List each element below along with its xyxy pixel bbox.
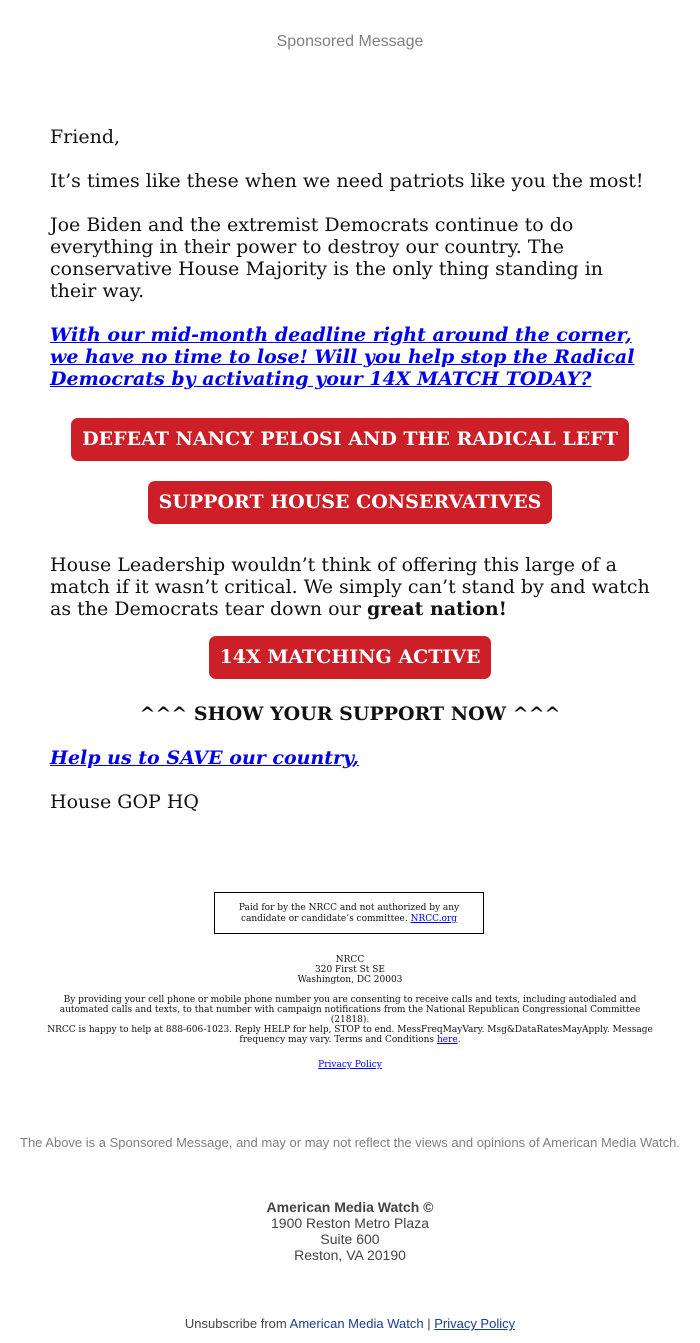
- matching-active-button[interactable]: 14X MATCHING ACTIVE: [209, 636, 492, 679]
- signoff: House GOP HQ: [50, 791, 200, 813]
- save-country-link[interactable]: Help us to SAVE our country,: [50, 747, 359, 769]
- nrcc-privacy-link[interactable]: Privacy Policy: [318, 1060, 382, 1070]
- paragraph-patriots: It’s times like these when we need patriots like you the most!: [50, 170, 644, 192]
- nrcc-address: [0, 955, 700, 985]
- help-text: NRCC is happy to help at 888-606-1023. Reply HELP for help, STOP to end. MessFreqMayVary. Msg&DataRatesMayApply. Message frequency may vary. Terms and Conditions: [47, 1025, 653, 1045]
- paragraph-leadership-text: House Leadership wouldn’t think of offering this large of a match if it wasn’t critical. We simply can’t stand by and watch as the Democrats tear down our: [50, 554, 650, 620]
- publisher-privacy-link[interactable]: Privacy Policy: [434, 1316, 516, 1331]
- support-conservatives-button[interactable]: SUPPORT HOUSE CONSERVATIVES: [148, 481, 553, 524]
- nrcc-name: NRCC: [335, 955, 365, 965]
- sponsored-disclaimer: The Above is a Sponsored Message, and may or may not reflect the views and opinions of American Media Watch.: [20, 1135, 680, 1150]
- unsubscribe-publisher-name[interactable]: American Media Watch: [289, 1316, 424, 1331]
- paid-for-text: Paid for by the NRCC and not authorized by any candidate or candidate’s committee.: [238, 903, 460, 924]
- publisher-name: American Media Watch ©: [266, 1199, 434, 1215]
- nrcc-city: Washington, DC 20003: [297, 975, 403, 985]
- nrcc-street: 320 First St SE: [315, 965, 385, 975]
- paid-for-disclaimer: [214, 892, 484, 934]
- deadline-link[interactable]: With our mid-month deadline right around the corner, we have no time to lose! Will you help stop the Radical Democrats by activating your 14X MATCH TODAY?: [50, 324, 635, 390]
- show-support-cta: ^^^ SHOW YOUR SUPPORT NOW ^^^: [139, 703, 561, 725]
- footer-separator: |: [427, 1316, 431, 1331]
- footer-links: [0, 1316, 700, 1331]
- publisher-address-line2: Suite 600: [320, 1231, 380, 1247]
- terms-here-link[interactable]: here: [436, 1035, 458, 1045]
- defeat-pelosi-button[interactable]: DEFEAT NANCY PELOSI AND THE RADICAL LEFT: [71, 418, 629, 461]
- salutation: Friend,: [50, 126, 121, 148]
- nrcc-org-link[interactable]: NRCC.org: [410, 914, 458, 924]
- nrcc-privacy: [0, 1060, 700, 1070]
- great-nation-text: great nation!: [366, 598, 507, 620]
- help-text-block: NRCC is happy to help at 888-606-1023. Reply HELP for help, STOP to end. MessFreqMayVary. Msg&DataRatesMayApply. Message frequency may vary. Terms and Conditions here.: [47, 1025, 653, 1045]
- publisher-address: [0, 1199, 700, 1263]
- email-body: [50, 126, 650, 835]
- paragraph-biden: Joe Biden and the extremist Democrats continue to do everything in their power to destroy our country. The conservative House Majority is the only thing standing in their way.: [50, 214, 604, 302]
- publisher-address-line3: Reston, VA 20190: [294, 1247, 406, 1263]
- paragraph-leadership: [50, 554, 650, 620]
- unsubscribe-text: Unsubscribe from: [184, 1316, 287, 1331]
- sponsored-message-label: Sponsored Message: [276, 33, 424, 50]
- publisher-address-line1: 1900 Reston Metro Plaza: [271, 1215, 429, 1231]
- consent-text: By providing your cell phone or mobile phone number you are consenting to receive calls and texts, including autodialed and automated calls and texts, to that number with campaign notifications from the National Republican Congressional Committee (21818).: [59, 995, 641, 1025]
